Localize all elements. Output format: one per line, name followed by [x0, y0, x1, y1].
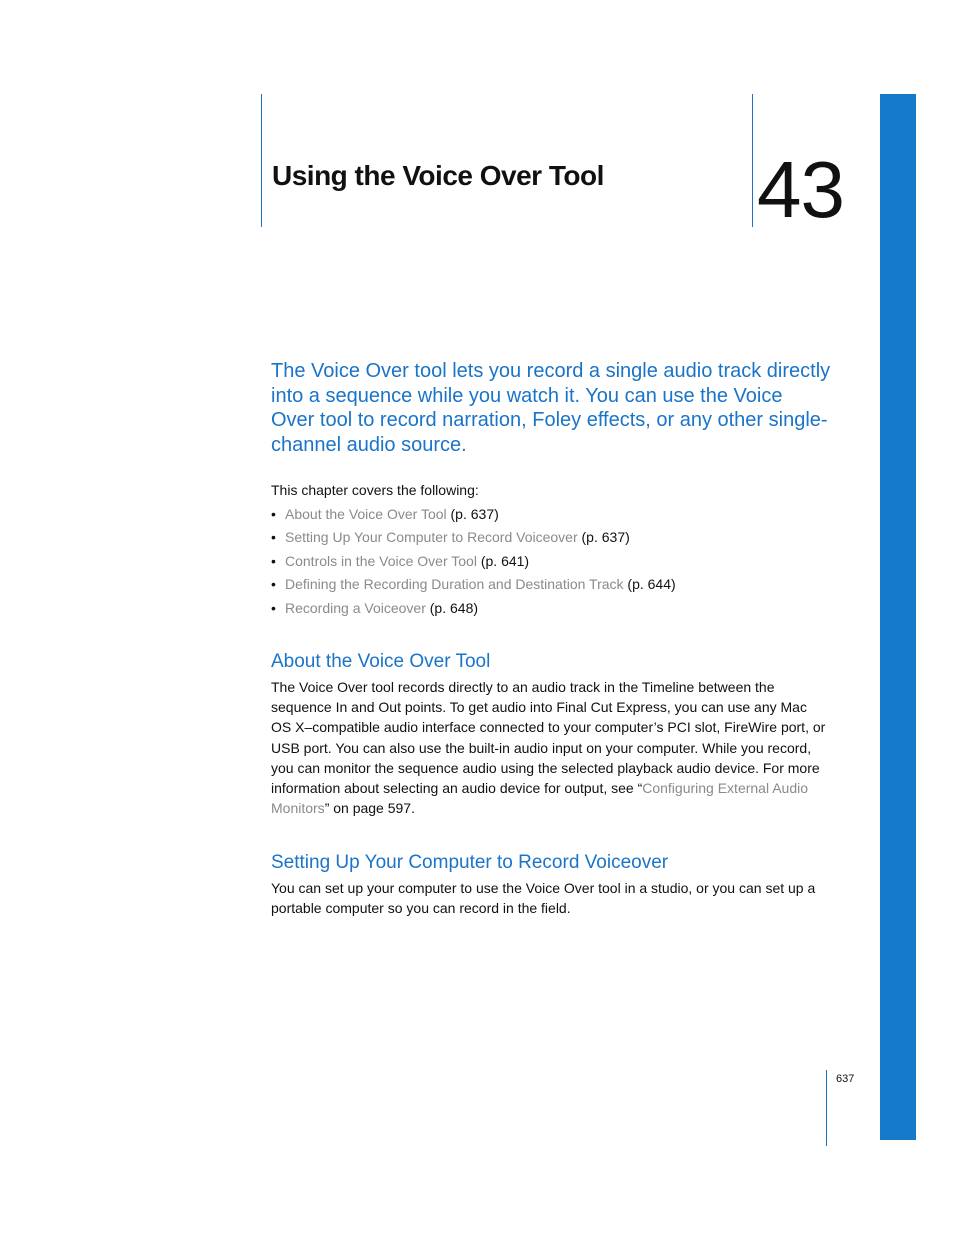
- toc-item: [271, 503, 676, 526]
- toc-page-ref: (p. 637): [577, 529, 630, 546]
- toc-link-duration[interactable]: Defining the Recording Duration and Destination Track: [285, 576, 624, 593]
- toc-page-ref: (p. 648): [425, 599, 479, 616]
- toc-link-setup[interactable]: Setting Up Your Computer to Record Voiceover: [285, 529, 578, 546]
- chapter-number: 43: [757, 145, 844, 234]
- toc-link-about[interactable]: About the Voice Over Tool: [285, 506, 447, 522]
- toc-item: [271, 573, 676, 596]
- bullet: •: [271, 506, 276, 522]
- bullet: •: [271, 552, 276, 569]
- chapter-side-tab: [880, 94, 916, 1140]
- body-text-part: ” on page 597.: [324, 800, 415, 817]
- toc-item: [271, 550, 676, 573]
- toc-item: [271, 526, 676, 549]
- section-body-setup: You can set up your computer to use the Voice Over tool in a studio, or you can set up a portable computer so you can record in the field.: [271, 880, 816, 917]
- section-heading-about: About the Voice Over Tool: [271, 651, 491, 672]
- bullet: •: [271, 529, 276, 546]
- toc-page-ref: (p. 641): [476, 552, 530, 569]
- page-number-rule: [826, 1070, 827, 1146]
- chapter-intro: The Voice Over tool lets you record a single audio track directly into a sequence while you watch it. You can use the Voice Over tool to record narration, Foley effects, or any other single-channel audio source.: [271, 360, 831, 456]
- toc-page-ref: (p. 637): [446, 506, 499, 522]
- toc-link-controls[interactable]: Controls in the Voice Over Tool: [285, 552, 477, 569]
- toc-item: [271, 597, 676, 620]
- toc-link-recording[interactable]: Recording a Voiceover: [285, 599, 426, 616]
- section-heading-setup: Setting Up Your Computer to Record Voiceover: [271, 852, 669, 873]
- covers-label: This chapter covers the following:: [271, 482, 479, 498]
- bullet: •: [271, 599, 276, 616]
- chapter-rule-left: [261, 94, 262, 227]
- chapter-toc: [271, 503, 676, 620]
- section-body-about: [271, 677, 831, 818]
- chapter-rule-right: [752, 94, 753, 227]
- bullet: •: [271, 576, 276, 593]
- page-number: 637: [836, 1073, 855, 1085]
- cross-reference-link[interactable]: Configuring External Audio Monitors: [271, 780, 809, 817]
- chapter-title: Using the Voice Over Tool: [272, 160, 604, 191]
- toc-page-ref: (p. 644): [623, 576, 676, 593]
- body-text-part: The Voice Over tool records directly to an audio track in the Timeline between the sequence In and Out points. To get audio into Final Cut Express, you can use any Mac OS X–compatible audio interface connected to your computer’s PCI slot, FireWire port, or USB port. You can also use the built-in audio input on your computer. While you record, you can monitor the sequence audio using the selected playback audio device. For more information about selecting an audio device for output, see “: [271, 679, 826, 797]
